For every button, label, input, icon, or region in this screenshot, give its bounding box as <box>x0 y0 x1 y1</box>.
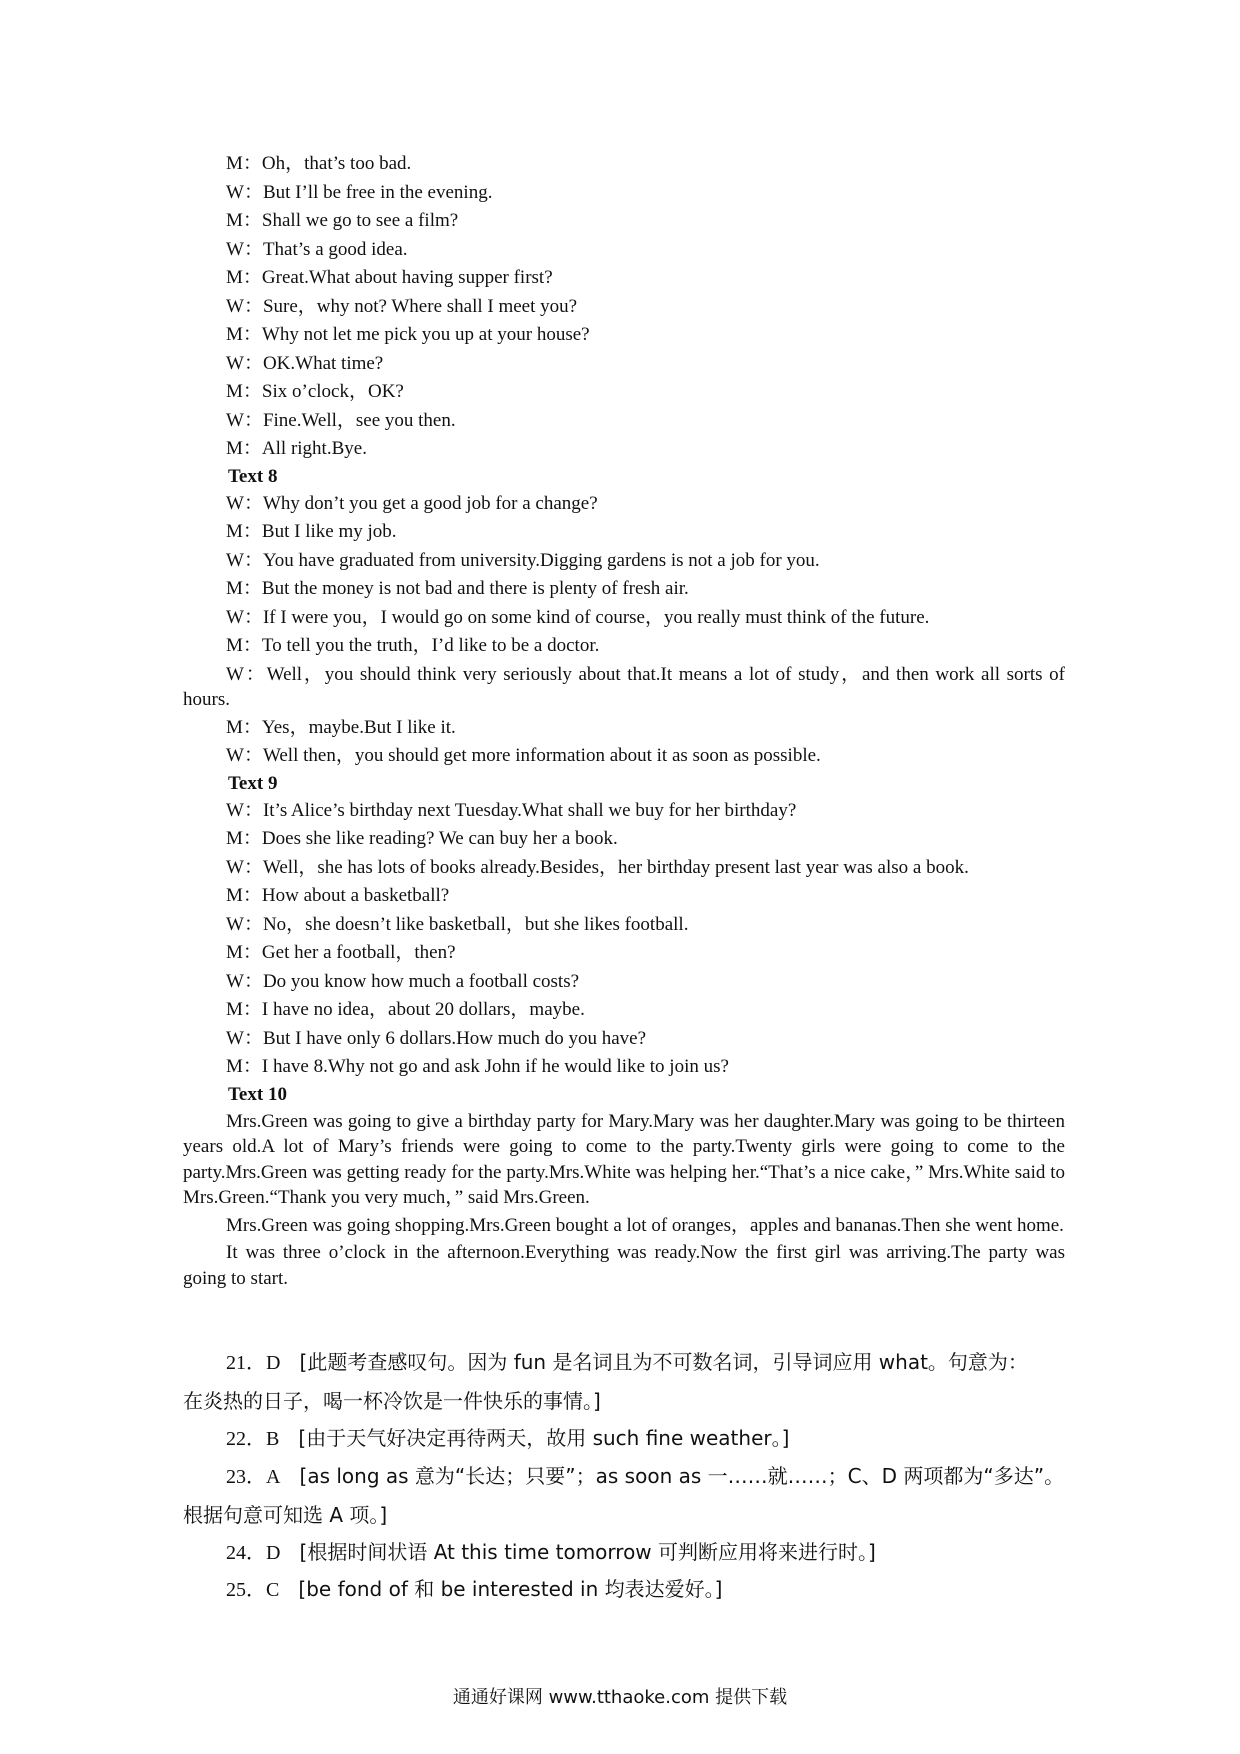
passage-paragraph-1: Mrs.Green was going to give a birthday party for Mary.Mary was her daughter.Mary was going to be thirteen years old.A lot of Mary’s friends were going to come to the party.Twenty girls were going to come to the party.Mrs.Green was getting ready for the party.Mrs.White was helping her.“That’s a nice cake，” Mrs.White said to Mrs.Green.“Thank you very much，” said Mrs.Green. <box>183 1110 1065 1208</box>
speaker-separator: ： <box>242 885 262 906</box>
dialogue-line <box>183 797 1065 826</box>
speaker-label: W <box>226 352 244 374</box>
dialogue-text: Oh，that’s too bad. <box>261 153 412 174</box>
speaker-separator: ： <box>243 352 263 374</box>
dialogue-text: Shall we go to see a film? <box>261 210 459 231</box>
speaker-label: W <box>226 549 244 571</box>
dialogue-line <box>183 882 1065 911</box>
answer-24 <box>183 1534 1065 1571</box>
speaker-separator: ： <box>243 606 263 628</box>
dialogue-text: But I have only 6 dollars.How much do you have? <box>262 1027 647 1049</box>
dialogue-line <box>183 435 1065 464</box>
dialogue-text: Well，she has lots of books already.Besides，her birthday present last year was also a book. <box>262 856 969 878</box>
dialogue-text9 <box>183 797 1065 1082</box>
section-heading-text10: Text 10 <box>228 1083 287 1105</box>
transcript-body <box>183 150 1065 1292</box>
answer-number: 24．D <box>226 1542 281 1564</box>
dialogue-line <box>183 407 1065 436</box>
speaker-separator: ： <box>242 716 262 738</box>
dialogue-text: Sure，why not? Where shall I meet you? <box>262 295 578 317</box>
speaker-label: W <box>226 238 244 260</box>
dialogue-text: If I were you，I would go on some kind of course，you really must think of the future. <box>262 606 930 628</box>
dialogue-text: It’s Alice’s birthday next Tuesday.What shall we buy for her birthday? <box>262 799 797 821</box>
speaker-separator: ： <box>242 381 262 402</box>
dialogue-text: But the money is not bad and there is plenty of fresh air. <box>261 578 689 599</box>
passage-paragraph-2: Mrs.Green was going shopping.Mrs.Green bought a lot of oranges，apples and bananas.Then she went home. <box>226 1214 1064 1236</box>
dialogue-line <box>183 378 1065 407</box>
dialogue-line <box>183 179 1065 208</box>
speaker-label: M <box>226 885 243 906</box>
speaker-label: M <box>226 210 243 231</box>
speaker-label: M <box>226 635 243 656</box>
speaker-separator: ： <box>242 324 262 345</box>
speaker-label: M <box>226 942 243 963</box>
dialogue-line <box>183 968 1065 997</box>
dialogue-line <box>183 490 1065 519</box>
dialogue-text: You have graduated from university.Digging gardens is not a job for you. <box>262 549 820 571</box>
dialogue-text: But I like my job. <box>261 521 397 542</box>
speaker-label: M <box>226 999 243 1020</box>
speaker-separator: ： <box>242 153 262 174</box>
dialogue-text: To tell you the truth，I’d like to be a doctor. <box>261 635 600 656</box>
answer-22 <box>183 1420 1065 1457</box>
dialogue-text: Do you know how much a football costs? <box>262 970 580 992</box>
speaker-separator: ： <box>243 409 263 431</box>
speaker-label: M <box>226 828 243 849</box>
dialogue-text: I have no idea，about 20 dollars，maybe. <box>261 999 585 1020</box>
dialogue-line <box>183 575 1065 604</box>
dialogue-text8 <box>183 490 1065 661</box>
dialogue-text: No，she doesn’t like basketball，but she likes football. <box>262 913 689 935</box>
dialogue-line <box>183 293 1065 322</box>
dialogue-line <box>183 714 1065 743</box>
section-heading-text8: Text 8 <box>228 465 278 487</box>
dialogue-line <box>183 604 1065 633</box>
speaker-label: M <box>226 578 243 599</box>
dialogue-line <box>183 1025 1065 1054</box>
speaker-separator: ： <box>243 970 263 992</box>
speaker-separator: ： <box>243 238 263 260</box>
dialogue-line <box>183 742 1065 771</box>
speaker-separator: ： <box>242 578 262 599</box>
answer-number: 25．C <box>226 1579 280 1601</box>
answer-explanation-cont: 在炎热的日子，喝一杯冷饮是一件快乐的事情。] <box>183 1389 601 1413</box>
speaker-label: W <box>226 409 244 431</box>
passage-paragraph-3: It was three o’clock in the afternoon.Everything was ready.Now the first girl was arriving.The party was going to start. <box>183 1242 1065 1289</box>
speaker-label: M <box>226 381 243 402</box>
answer-number: 21．D <box>226 1352 281 1374</box>
speaker-label: W <box>226 492 244 514</box>
speaker-label: W <box>226 181 244 203</box>
speaker-separator: ： <box>242 210 262 231</box>
speaker-separator: ： <box>243 745 263 766</box>
dialogue-line <box>183 150 1065 179</box>
dialogue-line <box>183 321 1065 350</box>
dialogue-text: But I’ll be free in the evening. <box>262 181 493 203</box>
speaker-label: W <box>226 606 244 628</box>
speaker-separator: ： <box>243 181 263 203</box>
dialogue-line <box>183 939 1065 968</box>
speaker-separator: ： <box>243 492 263 514</box>
dialogue-text: How about a basketball? <box>261 885 450 906</box>
speaker-separator: ： <box>242 942 262 963</box>
speaker-label: M <box>226 438 243 459</box>
speaker-label: W <box>226 799 244 821</box>
speaker-separator: ： <box>243 295 263 317</box>
speaker-label: M <box>226 1056 243 1077</box>
dialogue-text8-continued <box>183 714 1065 771</box>
dialogue-line <box>183 632 1065 661</box>
speaker-label: M <box>226 267 243 288</box>
dialogue-text: OK.What time? <box>262 352 384 374</box>
speaker-label: W <box>226 856 244 878</box>
speaker-label: W <box>226 1027 244 1049</box>
answer-explanation: [as long as 意为“长达；只要”；as soon as 一……就……；C、D 两项都为“多达”。 <box>299 1464 1065 1488</box>
dialogue-line <box>183 350 1065 379</box>
answer-23 <box>183 1457 1065 1534</box>
answer-explanation-cont: 根据句意可知选 A 项。] <box>183 1503 388 1527</box>
speaker-label: W <box>226 745 244 766</box>
speaker-separator: ： <box>243 913 263 935</box>
dialogue-line <box>183 236 1065 265</box>
speaker-separator: ： <box>242 521 262 542</box>
dialogue-text: Why don’t you get a good job for a change? <box>262 492 598 514</box>
page-footer: 通通好课网 www.tthaoke.com 提供下载 <box>452 1687 788 1708</box>
speaker-separator: ： <box>242 635 262 656</box>
dialogue-line <box>183 996 1065 1025</box>
speaker-separator: ： <box>243 856 263 878</box>
speaker-label: W <box>226 970 244 992</box>
dialogue-text: That’s a good idea. <box>262 238 408 260</box>
dialogue-text: Great.What about having supper first? <box>261 267 553 288</box>
dialogue-section <box>183 150 1065 464</box>
dialogue-text: Yes，maybe.But I like it. <box>261 716 456 738</box>
answer-number: 22．B <box>226 1428 280 1450</box>
section-heading-text9: Text 9 <box>228 772 278 794</box>
dialogue-text: Why not let me pick you up at your house? <box>261 324 590 345</box>
dialogue-text: Well then，you should get more information about it as soon as possible. <box>262 745 821 766</box>
dialogue-text: Six o’clock，OK? <box>261 381 404 402</box>
dialogue-line <box>183 1053 1065 1082</box>
speaker-separator: ： <box>242 267 262 288</box>
speaker-separator: ： <box>242 999 262 1020</box>
speaker-separator: ： <box>243 799 263 821</box>
dialogue-text: Get her a football，then? <box>261 942 456 963</box>
speaker-separator: ： <box>242 438 262 459</box>
dialogue-line <box>183 911 1065 940</box>
speaker-separator: ： <box>243 549 263 571</box>
answer-explanation: [由于天气好决定再待两天，故用 such fine weather。] <box>298 1426 790 1450</box>
dialogue-line <box>183 207 1065 236</box>
speaker-label: W <box>226 913 244 935</box>
dialogue-text: Fine.Well，see you then. <box>262 409 456 431</box>
answer-key <box>183 1343 1065 1608</box>
dialogue-line <box>183 264 1065 293</box>
dialogue-line <box>183 547 1065 576</box>
answer-explanation: [根据时间状语 At this time tomorrow 可判断应用将来进行时。] <box>299 1540 876 1564</box>
speaker-label: W <box>226 295 244 317</box>
answer-21 <box>183 1343 1065 1420</box>
dialogue-line <box>183 854 1065 883</box>
dialogue-text: I have 8.Why not go and ask John if he would like to join us? <box>261 1056 729 1077</box>
speaker-label: M <box>226 716 243 738</box>
speaker-separator: ： <box>242 1056 262 1077</box>
dialogue-line <box>183 825 1065 854</box>
dialogue-text: All right.Bye. <box>261 438 367 459</box>
answer-explanation: [be fond of 和 be interested in 均表达爱好。] <box>298 1577 723 1601</box>
answer-explanation: [此题考查感叹句。因为 fun 是名词且为不可数名词，引导词应用 what。句意为： <box>299 1350 1028 1374</box>
dialogue-line <box>183 518 1065 547</box>
dialogue-text: Does she like reading? We can buy her a book. <box>261 828 618 849</box>
speaker-separator: ： <box>242 828 262 849</box>
speaker-label: M <box>226 324 243 345</box>
speaker-separator: ： <box>243 1027 263 1049</box>
answer-number: 23．A <box>226 1466 281 1488</box>
answer-25 <box>183 1571 1065 1608</box>
dialogue-long-line: W：Well，you should think very seriously about that.It means a lot of study，and then work all sorts of hours. <box>183 663 1065 710</box>
speaker-label: M <box>226 153 243 174</box>
speaker-label: M <box>226 521 243 542</box>
